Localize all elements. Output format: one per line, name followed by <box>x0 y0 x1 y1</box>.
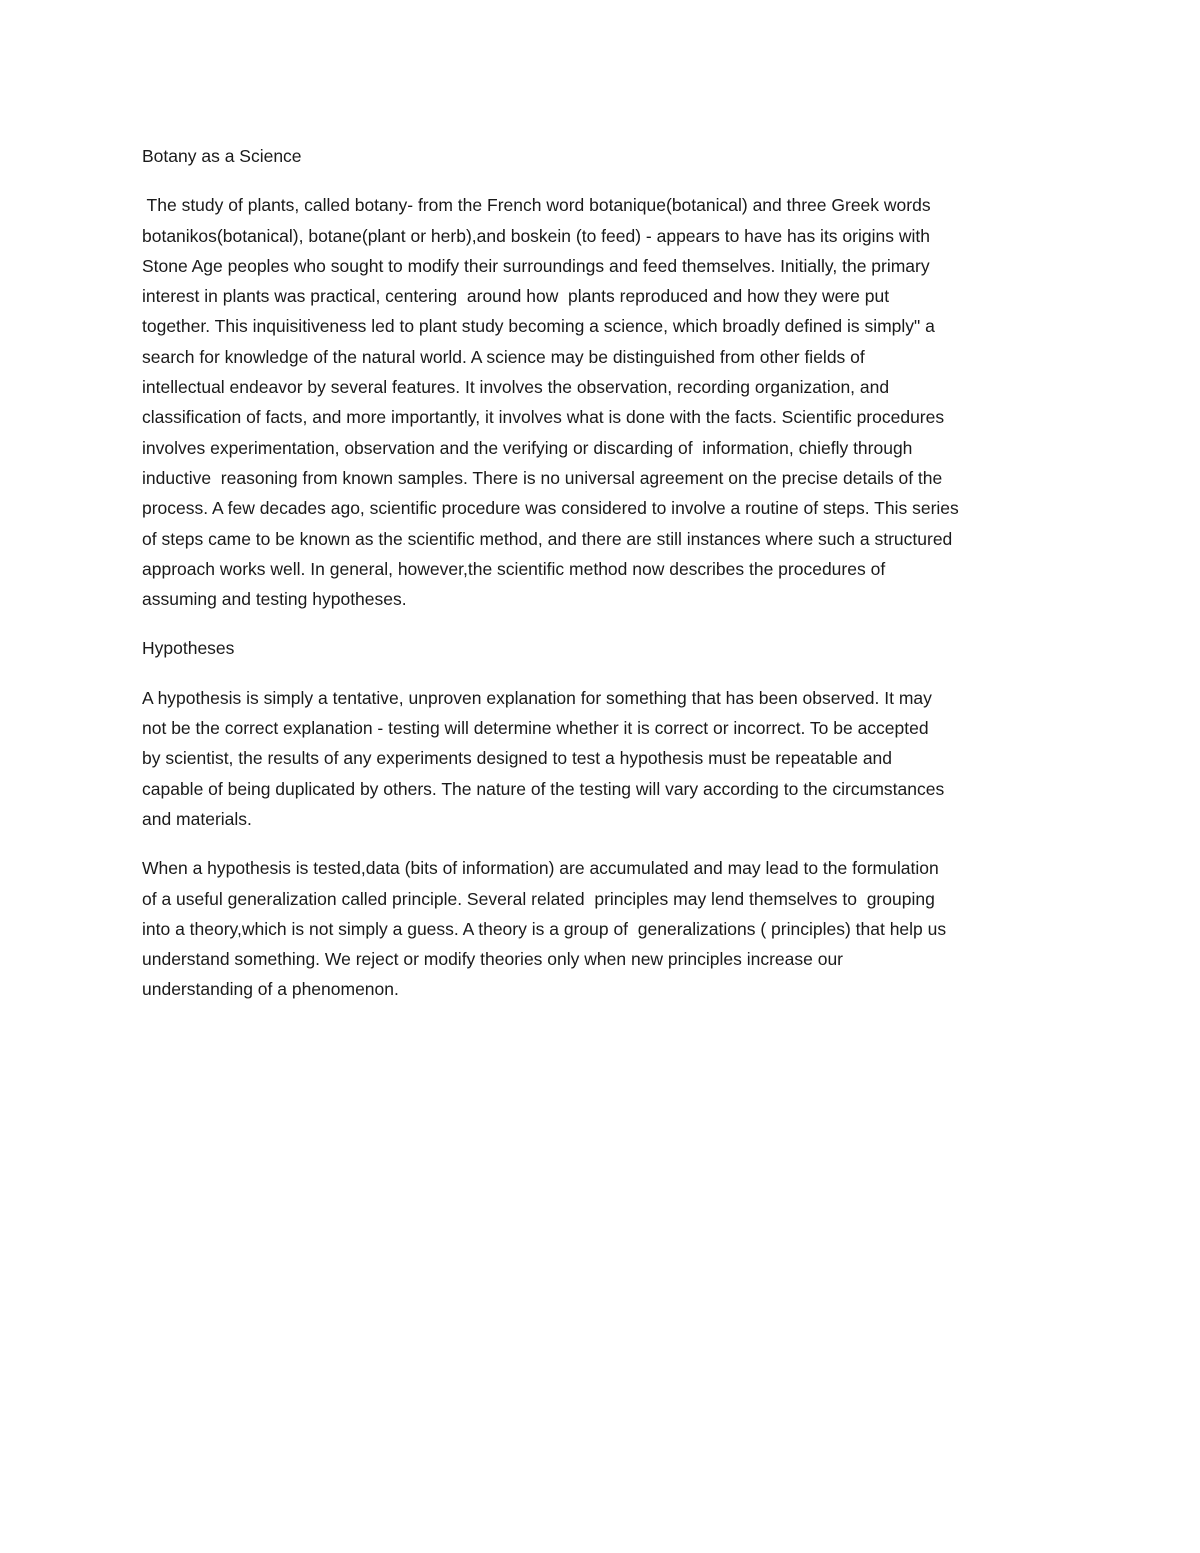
text-line: by scientist, the results of any experiments designed to test a hypothesis must be repeatable and <box>142 748 893 769</box>
heading-text: Hypotheses <box>142 638 235 659</box>
text-line: capable of being duplicated by others. The nature of the testing will vary according to the circumstances <box>142 778 945 799</box>
text-line: assuming and testing hypotheses. <box>142 589 407 610</box>
document-body <box>142 141 1072 1005</box>
text-line: together. This inquisitiveness led to plant study becoming a science, which broadly defined is simply" a <box>142 316 935 337</box>
paragraph-gap <box>142 834 1072 853</box>
text-line: process. A few decades ago, scientific procedure was considered to involve a routine of steps. This series <box>142 498 959 519</box>
intro-paragraph <box>142 190 1072 614</box>
paragraph-gap <box>142 614 1072 633</box>
paragraph-gap <box>142 664 1072 683</box>
text-line: intellectual endeavor by several features. It involves the observation, recording organization, and <box>142 377 890 398</box>
text-line: inductive reasoning from known samples. There is no universal agreement on the precise details of the <box>142 467 943 488</box>
text-line: involves experimentation, observation and the verifying or discarding of information, chiefly through <box>142 437 913 458</box>
title-text: Botany as a Science <box>142 146 302 166</box>
theory-paragraph <box>142 853 1072 1004</box>
text-line: approach works well. In general, however,the scientific method now describes the procedures of <box>142 558 886 579</box>
text-line: into a theory,which is not simply a guess. A theory is a group of generalizations ( principles) that help us <box>142 918 947 939</box>
text-line: botanikos(botanical), botane(plant or herb),and boskein (to feed) - appears to have has its origins with <box>142 225 930 246</box>
text-line: Stone Age peoples who sought to modify their surroundings and feed themselves. Initially, the primary <box>142 255 930 276</box>
text-line: When a hypothesis is tested,data (bits of information) are accumulated and may lead to the formulation <box>142 858 939 879</box>
hypothesis-paragraph <box>142 683 1072 834</box>
text-line: search for knowledge of the natural world. A science may be distinguished from other fields of <box>142 346 865 367</box>
text-line: interest in plants was practical, centering around how plants reproduced and how they were put <box>142 286 890 307</box>
text-line: of steps came to be known as the scientific method, and there are still instances where such a structured <box>142 528 953 549</box>
text-line: and materials. <box>142 808 252 829</box>
text-line: not be the correct explanation - testing will determine whether it is correct or incorrect. To be accepted <box>142 718 929 739</box>
text-line: classification of facts, and more importantly, it involves what is done with the facts. Scientific procedures <box>142 407 945 428</box>
text-line: understanding of a phenomenon. <box>142 979 399 1000</box>
text-line: understand something. We reject or modify theories only when new principles increase our <box>142 949 844 970</box>
paragraph-gap <box>142 171 1072 190</box>
text-line: of a useful generalization called principle. Several related principles may lend themselves to grouping <box>142 888 935 909</box>
text-line: A hypothesis is simply a tentative, unproven explanation for something that has been observed. It may <box>142 687 932 708</box>
text-line: The study of plants, called botany- from the French word botanique(botanical) and three Greek words <box>142 195 931 216</box>
document-title <box>142 141 1072 171</box>
section-heading <box>142 633 1072 663</box>
